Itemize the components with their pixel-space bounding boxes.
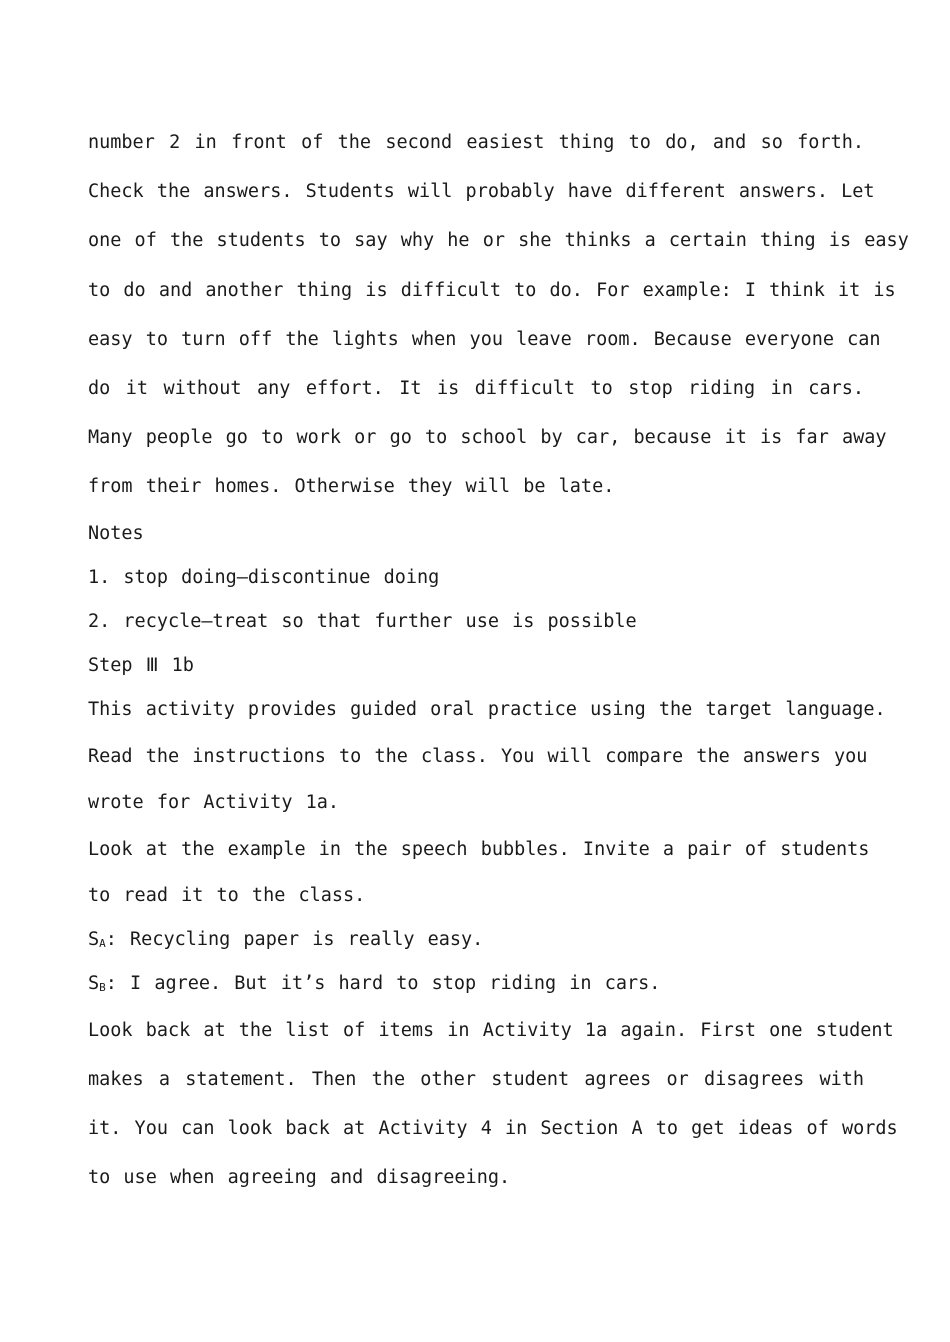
text-line: do it without any effort. It is difficult to stop riding in cars. bbox=[88, 377, 864, 399]
example-paragraph bbox=[88, 825, 870, 918]
text-line: to read it to the class. bbox=[88, 884, 366, 906]
text-line: to do and another thing is difficult to do. For example: I think it is bbox=[88, 279, 896, 301]
intro-paragraph bbox=[88, 118, 909, 512]
instructions-paragraph bbox=[88, 732, 868, 825]
text-line: easy to turn off the lights when you leave room. Because everyone can bbox=[88, 328, 881, 350]
text-line: Look at the example in the speech bubbles. Invite a pair of students bbox=[88, 838, 870, 860]
text-line: Check the answers. Students will probably have different answers. Let bbox=[88, 181, 875, 203]
dialogue bbox=[88, 918, 864, 1006]
text-line: number 2 in front of the second easiest thing to do, and so forth. bbox=[88, 132, 864, 153]
step-intro: This activity provides guided oral practice using the target language. bbox=[88, 698, 886, 720]
notes-heading: Notes bbox=[88, 522, 144, 544]
speaker-label: S bbox=[88, 928, 100, 950]
dialogue-text: : I agree. But it’s hard to stop riding in cars. bbox=[105, 972, 661, 994]
note-item: 1. stop doing—discontinue doing bbox=[88, 566, 440, 588]
text-line: one of the students to say why he or she thinks a certain thing is easy bbox=[88, 230, 909, 252]
text-line: Read the instructions to the class. You will compare the answers you bbox=[88, 745, 868, 767]
final-paragraph bbox=[88, 1006, 898, 1203]
text-line: wrote for Activity 1a. bbox=[88, 791, 340, 813]
dialogue-line-a bbox=[88, 918, 864, 962]
text-line: from their homes. Otherwise they will be late. bbox=[88, 476, 615, 498]
text-line: Look back at the list of items in Activity 1a again. First one student bbox=[88, 1019, 894, 1041]
text-line: makes a statement. Then the other student agrees or disagrees with bbox=[88, 1069, 864, 1091]
text-line: it. You can look back at Activity 4 in Section A to get ideas of words bbox=[88, 1118, 898, 1140]
step-heading: Step Ⅲ 1b bbox=[88, 654, 194, 676]
note-item: 2. recycle—treat so that further use is possible bbox=[88, 610, 637, 632]
text-line: to use when agreeing and disagreeing. bbox=[88, 1167, 511, 1189]
speaker-label: S bbox=[88, 972, 100, 994]
document-page bbox=[88, 118, 909, 1203]
dialogue-line-b bbox=[88, 962, 864, 1006]
speaker-subscript: A bbox=[99, 936, 106, 950]
dialogue-text: : Recycling paper is really easy. bbox=[105, 928, 484, 950]
text-line: Many people go to work or go to school by car, because it is far away bbox=[88, 427, 887, 449]
speaker-subscript: B bbox=[99, 980, 106, 994]
